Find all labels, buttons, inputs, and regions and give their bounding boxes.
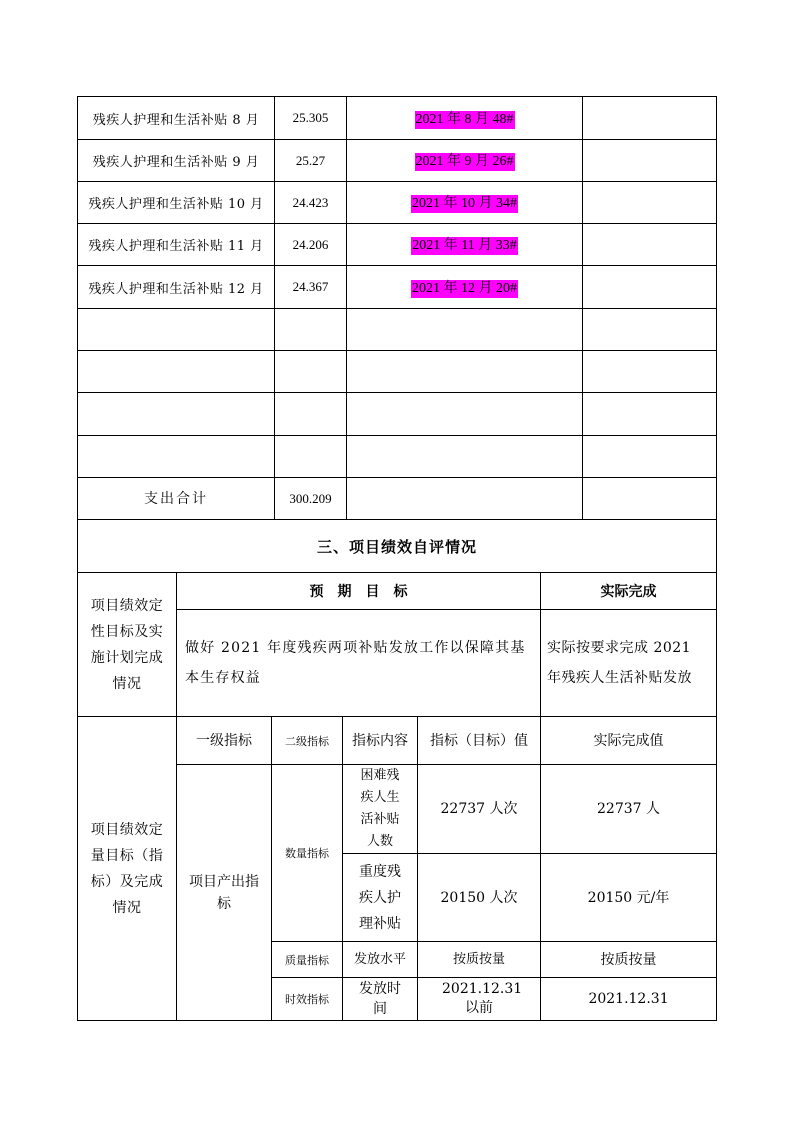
empty-cell xyxy=(78,351,275,393)
actual-completion-text: 实际按要求完成 2021 年残疾人生活补贴发放 xyxy=(541,610,717,717)
voucher-highlight: 2021 年 9 月 26# xyxy=(415,154,514,169)
table-row xyxy=(78,182,717,224)
indicator-actual: 22737 人 xyxy=(541,765,717,854)
level1-header: 一级指标 xyxy=(177,717,272,765)
empty-cell xyxy=(583,97,717,140)
quantity-indicator-label: 数量指标 xyxy=(272,765,343,942)
indicator-target: 22737 人次 xyxy=(418,765,541,854)
level2-header: 二级指标 xyxy=(272,717,343,765)
empty-cell xyxy=(275,309,347,351)
empty-cell xyxy=(347,478,583,520)
expense-name: 残疾人护理和生活补贴 12 月 xyxy=(78,266,275,309)
indicator-content: 发放时间 xyxy=(343,978,418,1021)
table-row xyxy=(78,224,717,266)
content-header: 指标内容 xyxy=(343,717,418,765)
target-header: 指标（目标）值 xyxy=(418,717,541,765)
table-row xyxy=(78,309,717,351)
empty-cell xyxy=(583,182,717,224)
empty-cell xyxy=(583,309,717,351)
empty-cell xyxy=(583,436,717,478)
empty-cell xyxy=(347,351,583,393)
expense-amount: 24.367 xyxy=(275,266,347,309)
indicator-content: 发放水平 xyxy=(343,942,418,978)
empty-cell xyxy=(583,266,717,309)
expected-goal-header: 预 期 目 标 xyxy=(177,573,541,610)
expense-table xyxy=(77,96,717,520)
performance-table xyxy=(77,519,717,1021)
empty-cell xyxy=(347,393,583,436)
actual-completion-header: 实际完成 xyxy=(541,573,717,610)
section-title: 三、项目绩效自评情况 xyxy=(78,520,717,573)
indicator-actual: 20150 元/年 xyxy=(541,854,717,942)
total-label: 支出合计 xyxy=(78,478,275,520)
expense-name: 残疾人护理和生活补贴 9 月 xyxy=(78,140,275,182)
voucher-highlight: 2021 年 8 月 48# xyxy=(415,111,514,127)
table-row xyxy=(78,436,717,478)
voucher-highlight: 2021 年 12 月 20# xyxy=(412,280,517,296)
empty-cell xyxy=(583,224,717,266)
table-row xyxy=(78,393,717,436)
empty-cell xyxy=(78,393,275,436)
expense-amount: 25.305 xyxy=(275,97,347,140)
indicator-content: 困难残疾人生活补贴人数 xyxy=(343,765,418,854)
empty-cell xyxy=(347,436,583,478)
quality-indicator-label: 质量指标 xyxy=(272,942,343,978)
empty-cell xyxy=(583,393,717,436)
voucher-highlight: 2021 年 10 月 34# xyxy=(412,196,517,211)
expected-goal-text: 做好 2021 年度残疾两项补贴发放工作以保障其基本生存权益 xyxy=(177,610,541,717)
indicator-target: 按质按量 xyxy=(418,942,541,978)
voucher-highlight: 2021 年 11 月 33# xyxy=(412,238,517,253)
empty-cell xyxy=(275,393,347,436)
empty-cell xyxy=(347,309,583,351)
expense-amount: 25.27 xyxy=(275,140,347,182)
quantitative-label: 项目绩效定量目标（指标）及完成情况 xyxy=(78,717,177,1021)
empty-cell xyxy=(583,351,717,393)
total-value: 300.209 xyxy=(275,478,347,520)
expense-name: 残疾人护理和生活补贴 10 月 xyxy=(78,182,275,224)
indicator-actual: 按质按量 xyxy=(541,942,717,978)
table-row xyxy=(78,97,717,140)
indicator-target: 20150 人次 xyxy=(418,854,541,942)
expense-name: 残疾人护理和生活补贴 11 月 xyxy=(78,224,275,266)
table-row xyxy=(78,478,717,520)
indicator-content: 重度残疾人护理补贴 xyxy=(343,854,418,942)
indicator-actual: 2021.12.31 xyxy=(541,978,717,1021)
empty-cell xyxy=(275,436,347,478)
timeliness-indicator-label: 时效指标 xyxy=(272,978,343,1021)
qualitative-label: 项目绩效定性目标及实施计划完成情况 xyxy=(78,573,177,717)
empty-cell xyxy=(275,351,347,393)
empty-cell xyxy=(78,436,275,478)
empty-cell xyxy=(78,309,275,351)
empty-cell xyxy=(583,478,717,520)
expense-name: 残疾人护理和生活补贴 8 月 xyxy=(78,97,275,140)
expense-amount: 24.206 xyxy=(275,224,347,266)
level1-value: 项目产出指标 xyxy=(177,765,272,1021)
actual-header: 实际完成值 xyxy=(541,717,717,765)
empty-cell xyxy=(583,140,717,182)
table-row xyxy=(78,266,717,309)
expense-amount: 24.423 xyxy=(275,182,347,224)
table-row xyxy=(78,351,717,393)
indicator-target: 2021.12.31 以前 xyxy=(418,978,541,1021)
table-row xyxy=(78,140,717,182)
